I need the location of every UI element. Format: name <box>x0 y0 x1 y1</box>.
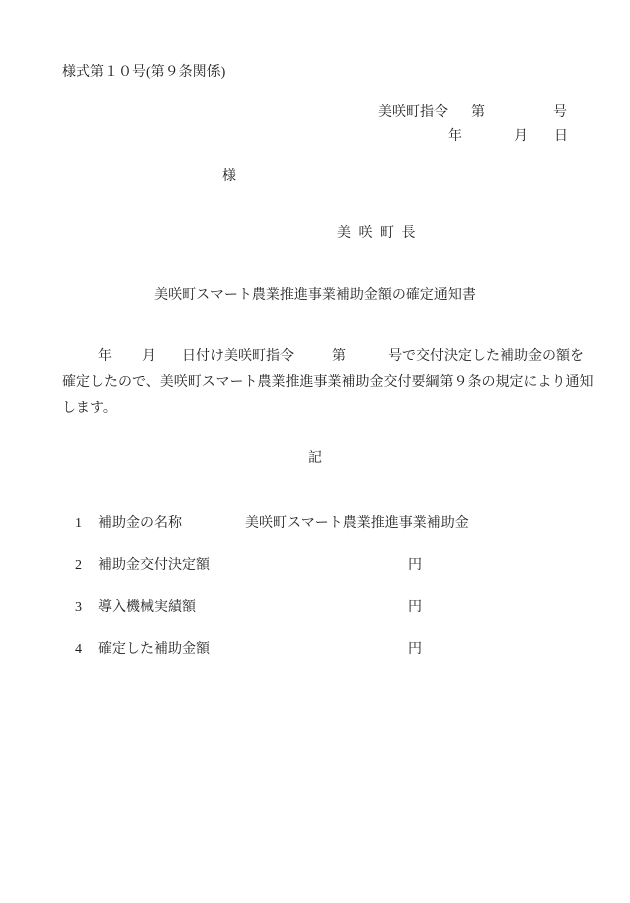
item-number: 3 <box>75 600 82 615</box>
item-unit: 円 <box>408 600 422 615</box>
item-label: 補助金の名称 <box>98 516 182 531</box>
body-line3: します。 <box>62 401 117 416</box>
date-month: 月 <box>514 129 528 144</box>
directive-dai: 第 <box>471 105 485 120</box>
addressee-honorific: 様 <box>222 169 236 184</box>
item-number: 4 <box>75 642 82 657</box>
date-year: 年 <box>448 129 462 144</box>
item-unit: 円 <box>408 642 422 657</box>
body-line1-dai: 第 <box>332 349 346 364</box>
item-value: 美咲町スマート農業推進事業補助金 <box>245 516 469 531</box>
item-number: 1 <box>75 516 82 531</box>
item-label: 確定した補助金額 <box>98 642 210 657</box>
item-label: 導入機械実績額 <box>98 600 196 615</box>
item-label: 補助金交付決定額 <box>98 558 210 573</box>
body-line1-month: 月 <box>142 349 156 364</box>
sender-title: 美 咲 町 長 <box>337 226 418 241</box>
body-line2: 確定したので、美咲町スマート農業推進事業補助金交付要綱第９条の規定により通知 <box>62 375 594 390</box>
body-line1-year: 年 <box>98 349 112 364</box>
item-unit: 円 <box>408 558 422 573</box>
body-line1-tail: 号で交付決定した補助金の額を <box>388 349 584 364</box>
directive-go: 号 <box>553 105 567 120</box>
document-title: 美咲町スマート農業推進事業補助金額の確定通知書 <box>154 288 476 303</box>
record-marker: 記 <box>308 451 322 466</box>
body-line1-mid: 日付け美咲町指令 <box>182 349 294 364</box>
item-number: 2 <box>75 558 82 573</box>
date-day: 日 <box>554 129 568 144</box>
directive-agency: 美咲町指令 <box>378 105 448 120</box>
form-number: 様式第１０号(第９条関係) <box>62 65 226 80</box>
